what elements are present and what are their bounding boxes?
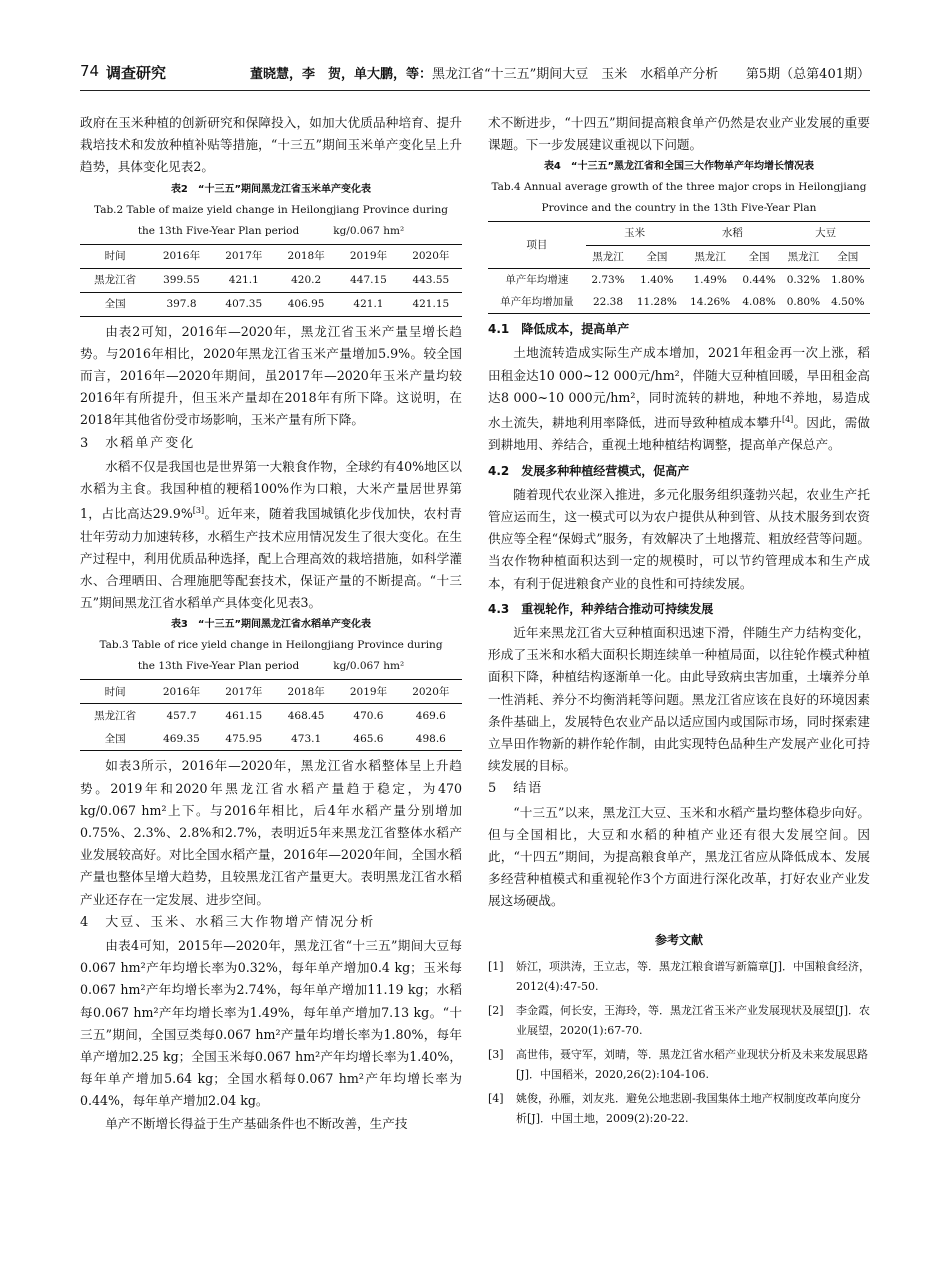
- table-subheader: 黑龙江: [781, 245, 825, 268]
- table-cell: 420.2: [291, 274, 322, 286]
- table3-caption-en-2: [80, 656, 462, 677]
- table-row: [80, 727, 462, 751]
- table-header: 玉米: [624, 227, 646, 240]
- table-row: [80, 292, 462, 316]
- paragraph-text: 土地流转造成实际生产成本增加，2021年租金再一次上涨，稻田租金达10 000~12 000元/hm²，伴随大豆种植回暖，旱田租金高达8 000~10 000元/hm²，同时流转的耕地，种地不养地，易造成水土流失，耕地利用率降低，进而导致种植成本攀升: [488, 345, 870, 431]
- paragraph: 由表4可知，2015年—2020年，黑龙江省“十三五”期间大豆每0.067 hm²产年均增长率为0.32%，每年单产增加0.4 kg；玉米每0.067 hm²产年均增长率为2.74%，每年单产增加11.19 kg；水稻每0.067 hm²产年均增长率为1.49%，每年单产增加7.13 kg。“十三五”期间，全国豆类每0.067 hm²产量年均增长率为1.80%，每年单产增加2.25 kg；全国玉米每0.067 hm²产年均增长率为1.40%，每年单产增加5.64 kg；全国水稻每0.067 hm²产年均增长率为0.44%，每年单产增加2.04 kg。: [80, 938, 462, 1109]
- table4-caption-en: Tab.4 Annual average growth of the three major crops in Heilongjiang: [491, 181, 867, 194]
- citation: [4]: [781, 415, 794, 425]
- paragraph: 单产不断增长得益于生产基础条件也不断改善，生产技: [105, 1115, 408, 1131]
- table-header: 2017年: [213, 680, 275, 704]
- table-cell: 421.15: [412, 298, 450, 310]
- table3-caption-en-line: the 13th Five-Year Plan period: [137, 660, 300, 673]
- paragraph: 随着现代农业深入推进，多元化服务组织蓬勃兴起，农业生产托管应运而生，这一模式可以为农户提供从种到管、从技术服务到农资供应等全程“保姆式”服务，有效解决了土地撂荒、粗放经营等问题。当农作物种植面积达到一定的规模时，可以节约管理成本和生产成本，有利于促进粮食产业的良性和可持续发展。: [488, 486, 870, 591]
- table-cell: 473.1: [291, 732, 322, 745]
- running-title-text: 黑龙江省“十三五”期间大豆 玉米 水稻单产分析: [432, 67, 719, 82]
- paragraph: 由表2可知，2016年—2020年，黑龙江省玉米产量呈增长趋势。与2016年相比，2020年黑龙江省玉米产量增加5.9%。较全国而言，2016年—2020年期间，虽2017年—2020年玉米产量均较2016年有所提升，但玉米产量却在2018年有所下降。这说明，在2018年其他省份受市场影响，玉米产量有所下降。: [80, 323, 462, 428]
- table-header: 水稻: [721, 227, 743, 240]
- table-cell: 1.40%: [640, 273, 674, 286]
- table-cell: 397.8: [166, 298, 197, 310]
- reference-item: [488, 1089, 870, 1129]
- running-title: [250, 63, 718, 82]
- table-header: 时间: [80, 244, 150, 268]
- subsection-heading: 4.2 发展多种种植经营模式，促高产: [488, 463, 690, 478]
- paragraph: 术不断进步，“十四五”期间提高粮食单产仍然是农业产业发展的重要课题。下一步发展建议重视以下问题。: [488, 115, 870, 153]
- table3-caption-en: Tab.3 Table of rice yield change in Heilongjiang Province during: [99, 639, 443, 652]
- table-header: 项目: [488, 222, 586, 268]
- citation: [3]: [192, 506, 205, 516]
- table-cell: 469.6: [415, 709, 446, 722]
- table-header: 2020年: [400, 680, 462, 704]
- subsection-heading: 4.3 重视轮作，种养结合推动可持续发展: [488, 601, 714, 616]
- reference-text: 姚俊，孙雁，刘友兆．避免公地悲剧-我国集体土地产权制度改革向度分析[J]．中国土地，2009(2):20-22.: [516, 1091, 861, 1125]
- paragraph: [488, 342, 870, 456]
- table-cell: 黑龙江省: [94, 709, 137, 722]
- table-subheader: 全国: [630, 245, 683, 268]
- table-cell: 421.1: [228, 274, 259, 286]
- table-cell: 14.26%: [690, 296, 731, 309]
- table-header: 2019年: [337, 244, 399, 268]
- section-heading: 4 大豆、玉米、水稻三大作物增产情况分析: [80, 914, 376, 930]
- table-cell: 22.38: [592, 296, 624, 309]
- table-cell: 0.32%: [786, 273, 821, 286]
- table2-caption-en-line: the 13th Five-Year Plan period: [137, 224, 300, 237]
- table-row: [80, 704, 462, 728]
- table-cell: 4.50%: [831, 296, 865, 309]
- table-cell: 470.6: [353, 709, 384, 722]
- table-header: 2018年: [275, 244, 337, 268]
- table-cell: 0.80%: [786, 296, 821, 309]
- reference-number: [1]: [488, 959, 504, 973]
- table-cell: 407.35: [225, 298, 263, 310]
- table3-unit: kg/0.067 hm²: [333, 660, 405, 673]
- paragraph: 近年来黑龙江省大豆种植面积迅速下滑，伴随生产力结构变化，形成了玉米和水稻大面积长期连续单一种植局面，以往轮作模式种植面积下降，种植结构逐渐单一化。由此导致病虫害加重，土壤养分单一性消耗、养分不均衡消耗等问题。黑龙江省应该在良好的环境因素条件基础上，发展特色农业产品以适应国内或国际市场，同时探索建立旱田作物新的耕作轮作制，由此实现特色品种生产发展产业化可持续发展的目标。: [488, 625, 870, 774]
- table2: [80, 244, 462, 317]
- table-cell: 11.28%: [636, 296, 677, 309]
- table-cell: 4.08%: [742, 296, 776, 309]
- table-header: 2016年: [150, 680, 212, 704]
- journal-section: 调查研究: [106, 64, 167, 82]
- table-cell: 单产年均增速: [505, 273, 569, 286]
- table-cell: 2.73%: [591, 273, 625, 286]
- paragraph-text: 水稻不仅是我国也是世界第一大粮食作物，全球约有40%地区以水稻为主食。我国种植的粳稻100%作为口粮，大米产量居世界第1，占比高达29.9%: [80, 458, 462, 522]
- reference-text: 李金霞，何长安，王海玲，等．黑龙江省玉米产业发展现状及展望[J]．农业展望，2020(1):67-70.: [516, 1003, 870, 1037]
- table-subheader: 黑龙江: [684, 245, 737, 268]
- table-header: 2018年: [275, 680, 337, 704]
- reference-text: 娇江，项洪涛，王立志，等．黑龙江粮食谱写新篇章[J]．中国粮食经济，2012(4):47-50.: [516, 959, 870, 993]
- table-header: 2019年: [337, 680, 399, 704]
- paragraph: “十三五”以来，黑龙江大豆、玉米和水稻产量均整体稳步向好。但与全国相比，大豆和水稻的种植产业还有很大发展空间。因此，“十四五”期间，为提高粮食单产，黑龙江省应从降低成本、发展多经营种植模式和重视轮作3个方面进行深化改革，打好农业产业发展这场硬战。: [488, 804, 870, 909]
- table-cell: 465.6: [353, 732, 384, 745]
- table-cell: 单产年均增加量: [500, 296, 574, 309]
- table-subheader: 全国: [826, 245, 870, 268]
- table-cell: 468.45: [287, 709, 325, 722]
- table-header: 2017年: [213, 244, 275, 268]
- reference-text: 高世伟，聂守军，刘晴，等．黑龙江省水稻产业现状分析及未来发展思路[J]．中国稻米，2020,26(2):104-106.: [516, 1047, 868, 1081]
- reference-item: [488, 1045, 870, 1085]
- subsection-heading: 4.1 降低成本，提高单产: [488, 322, 630, 337]
- table-cell: 406.95: [287, 298, 325, 310]
- table-cell: 469.35: [163, 732, 200, 745]
- table4: [488, 221, 870, 314]
- references-title: 参考文献: [654, 932, 703, 947]
- table-cell: 全国: [104, 732, 126, 745]
- table-header: 时间: [80, 680, 150, 704]
- table-row: [488, 268, 870, 291]
- paragraph: 政府在玉米种植的创新研究和保障投入，如加大优质品种培育、提升栽培技术和发放种植补贴等措施，“十三五”期间玉米单产变化呈上升趋势，具体变化见表2。: [80, 115, 462, 175]
- table4-caption-en-2: Province and the country in the 13th Five-Year Plan: [541, 202, 817, 215]
- table3: [80, 679, 462, 751]
- table-cell: 457.7: [166, 709, 197, 722]
- section-heading: 5 结语: [488, 781, 544, 797]
- reference-item: [488, 957, 870, 997]
- table-header: 2016年: [150, 244, 212, 268]
- table-cell: 0.44%: [742, 273, 776, 286]
- table3-caption: 表3 “十三五”期间黑龙江省水稻单产变化表: [170, 619, 372, 631]
- table-subheader: 黑龙江: [586, 245, 630, 268]
- table-cell: 498.6: [415, 732, 446, 745]
- reference-item: [488, 1001, 870, 1041]
- table-row: [80, 268, 462, 292]
- table2-unit: kg/0.067 hm²: [333, 224, 405, 237]
- paragraph: 如表3所示，2016年—2020年，黑龙江省水稻整体呈上升趋势。2019年和2020年黑龙江省水稻产量趋于稳定，为470 kg/0.067 hm²上下。与2016年相比，后4年水稻产量分别增加0.75%、2.3%、2.8%和2.7%，表明近5年来黑龙江省整体水稻产业发展较高好。对比全国水稻产量，2016年—2020年间，全国水稻产量也整体呈增大趋势，且较黑龙江省产量更大。表明黑龙江省水稻产业还存在一定发展、进步空间。: [80, 758, 462, 907]
- reference-number: [4]: [488, 1091, 504, 1105]
- reference-number: [2]: [488, 1003, 504, 1017]
- table2-caption-en: Tab.2 Table of maize yield change in Heilongjiang Province during: [94, 203, 448, 216]
- section-heading: 3 水稻单产变化: [80, 435, 196, 451]
- authors: 董晓慧，李 贺，单大鹏，等：: [250, 67, 433, 82]
- table-cell: 443.55: [412, 274, 450, 286]
- issue-info: 第5期（总第401期）: [745, 67, 870, 82]
- table4-caption: 表4 “十三五”黑龙江省和全国三大作物单产年均增长情况表: [543, 161, 815, 173]
- table-cell: 421.1: [353, 298, 384, 310]
- paragraph-text: 。因此，需做到耕地用、养结合，重视土地种植结构调整，提高单产保总产。: [488, 415, 870, 453]
- page-header: [80, 62, 870, 86]
- table-cell: 1.80%: [831, 273, 865, 286]
- table-cell: 447.15: [350, 274, 387, 286]
- left-column: [80, 112, 462, 1135]
- header-rule: [80, 90, 870, 91]
- table-header: 大豆: [815, 227, 837, 240]
- table-subheader: 全国: [737, 245, 781, 268]
- table-header: 2020年: [400, 244, 462, 268]
- table-cell: 461.15: [225, 709, 263, 722]
- table-cell: 黑龙江省: [94, 274, 137, 286]
- right-column: [488, 112, 870, 1133]
- page-number: 74: [80, 62, 100, 80]
- table2-caption: 表2 “十三五”期间黑龙江省玉米单产变化表: [170, 183, 372, 195]
- table-cell: 399.55: [163, 274, 200, 286]
- table-cell: 1.49%: [693, 273, 727, 286]
- table-cell: 475.95: [225, 732, 263, 745]
- table2-caption-en-2: [80, 221, 462, 242]
- paragraph: [80, 456, 462, 615]
- reference-number: [3]: [488, 1047, 504, 1061]
- table-cell: 全国: [104, 298, 126, 310]
- paragraph-text: 。近年来，随着我国城镇化步伐加快，农村青壮年劳动力加速转移，水稻生产技术应用情况发生了很大变化。在生产过程中，利用优质品种选择，配上合理高效的栽培措施，如科学灌水、合理晒田、合理施肥等配套技术，保证产量的不断提高。“十三五”期间黑龙江省水稻单产具体变化见表3。: [80, 506, 463, 611]
- table-row: [488, 291, 870, 314]
